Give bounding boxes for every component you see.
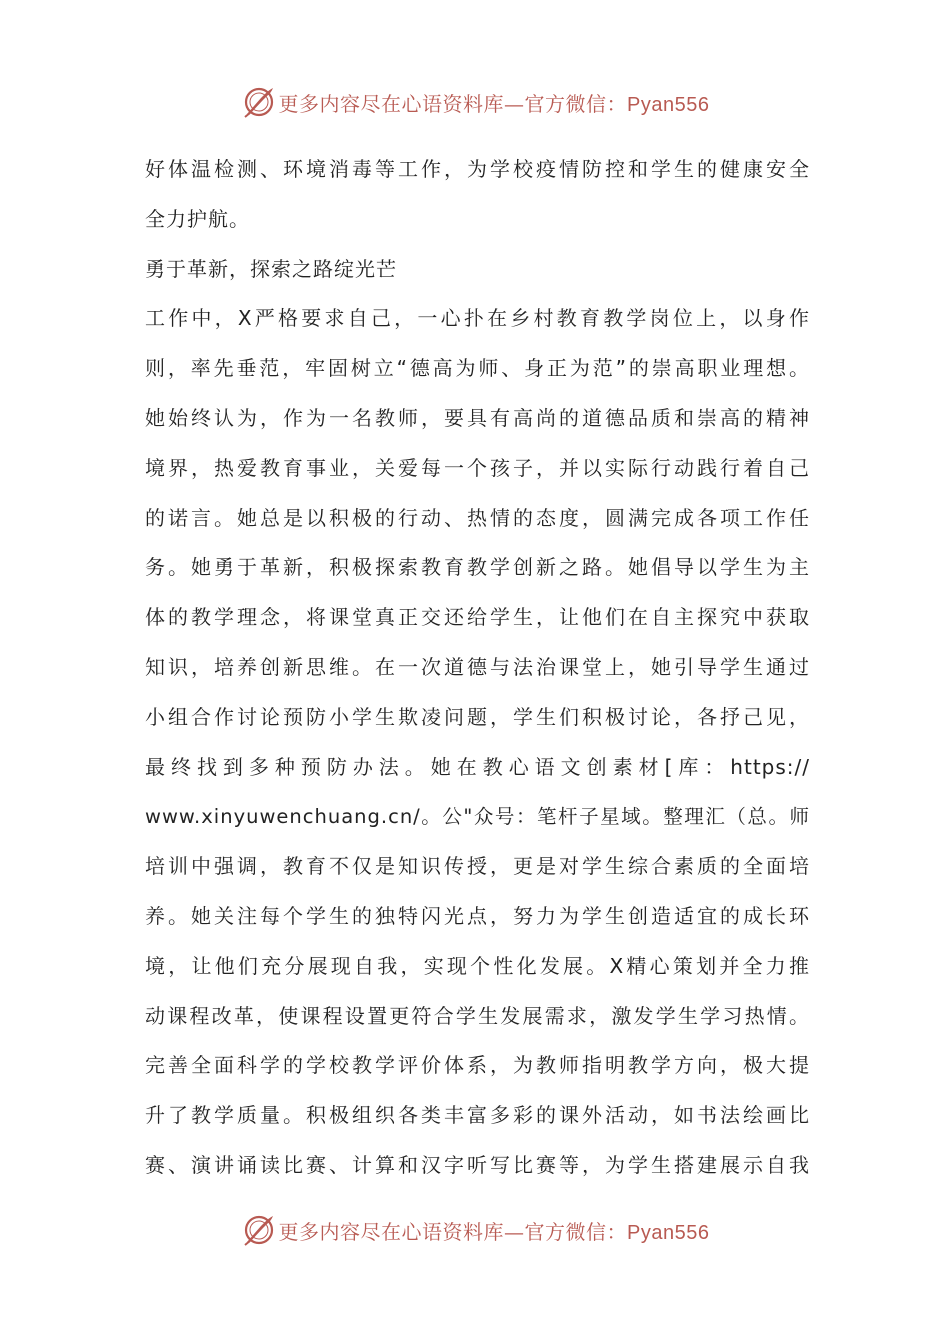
body-line: 的诺言。她总是以积极的行动、热情的态度，圆满完成各项工作任 <box>145 505 810 530</box>
section-heading: 勇于革新，探索之路绽光芒 <box>145 256 397 281</box>
quill-pen-logo-icon <box>241 1212 277 1248</box>
body-line: 境界，热爱教育事业，关爱每一个孩子，并以实际行动践行着自己 <box>145 455 810 480</box>
body-line: 知识，培养创新思维。在一次道德与法治课堂上，她引导学生通过 <box>145 654 810 679</box>
footer-banner <box>0 1208 950 1252</box>
quill-pen-logo-icon <box>241 84 277 120</box>
footer-wechat-id: Pyan556 <box>627 1221 710 1244</box>
body-line: 全力护航。 <box>145 206 250 231</box>
body-line: www.xinyuwenchuang.cn/。公"众号：笔杆子星域。整理汇（总。师 <box>145 805 810 829</box>
footer-banner-text: 更多内容尽在心语资料库—官方微信：Pyan556 <box>278 1219 710 1244</box>
header-wechat-id: Pyan556 <box>627 93 710 116</box>
body-line: 完善全面科学的学校教学评价体系，为教师指明教学方向，极大提 <box>145 1053 810 1078</box>
body-line: 体的教学理念，将课堂真正交还给学生，让他们在自主探究中获取 <box>145 605 810 630</box>
body-line: 动课程改革，使课程设置更符合学生发展需求，激发学生学习热情。 <box>145 1003 810 1028</box>
body-line: 好体温检测、环境消毒等工作，为学校疫情防控和学生的健康安全 <box>145 157 810 181</box>
body-line: 培训中强调，教育不仅是知识传授，更是对学生综合素质的全面培 <box>145 854 810 879</box>
body-line: 最终找到多种预防办法。她在教心语文创素材[库：https:// <box>145 754 810 779</box>
body-line: 务。她勇于革新，积极探索教育教学创新之路。她倡导以学生为主 <box>145 555 810 580</box>
body-line: 小组合作讨论预防小学生欺凌问题，学生们积极讨论，各抒己见， <box>145 704 810 729</box>
body-line: 工作中，X严格要求自己，一心扑在乡村教育教学岗位上，以身作 <box>145 306 810 331</box>
body-line: 养。她关注每个学生的独特闪光点，努力为学生创造适宜的成长环 <box>145 903 810 928</box>
header-banner-text: 更多内容尽在心语资料库—官方微信：Pyan556 <box>278 91 710 116</box>
document-body <box>145 145 810 1191</box>
body-line: 赛、演讲诵读比赛、计算和汉字听写比赛等，为学生搭建展示自我 <box>145 1152 810 1177</box>
body-line: 她始终认为，作为一名教师，要具有高尚的道德品质和崇高的精神 <box>145 405 810 430</box>
header-banner <box>0 80 950 124</box>
body-line: 境，让他们充分展现自我，实现个性化发展。X精心策划并全力推 <box>145 953 810 978</box>
body-line: 则，率先垂范，牢固树立“德高为师、身正为范”的崇高职业理想。 <box>145 356 810 381</box>
body-line: 升了教学质量。积极组织各类丰富多彩的课外活动，如书法绘画比 <box>145 1103 810 1128</box>
